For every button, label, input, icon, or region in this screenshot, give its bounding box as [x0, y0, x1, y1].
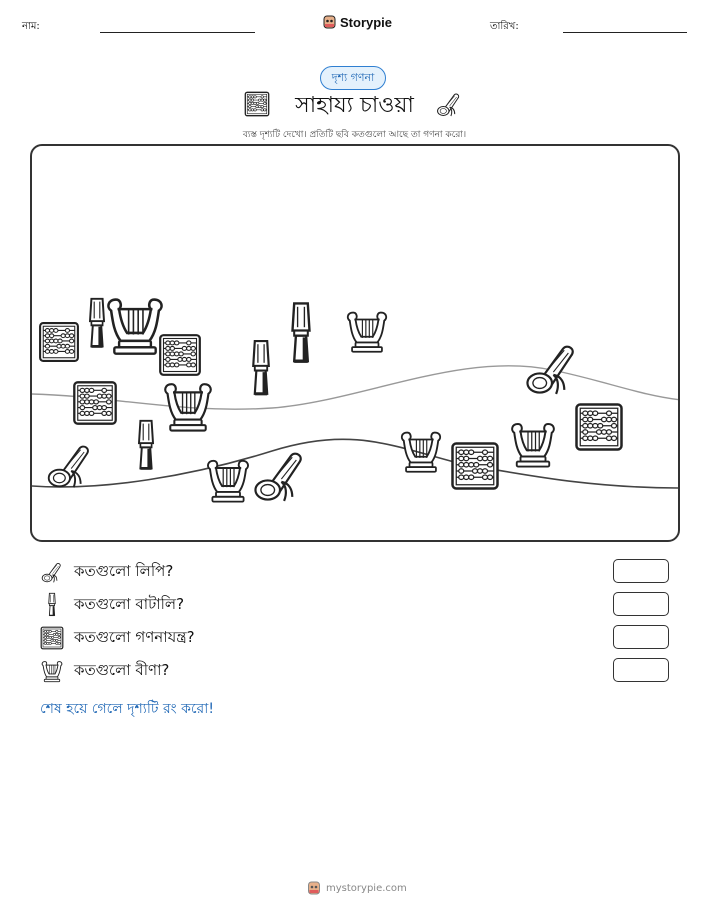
lyre-icon[interactable]: [204, 452, 252, 508]
question-text: কতগুলো বাটালি?: [74, 594, 185, 613]
abacus-icon[interactable]: [72, 376, 118, 430]
page-title: সাহায্য চাওয়া: [295, 93, 414, 118]
footer-url[interactable]: mystorypie.com: [326, 882, 407, 894]
question-row: [40, 625, 195, 651]
question-text: কতগুলো বীণা?: [74, 660, 170, 679]
chisel-icon: [40, 592, 64, 618]
chisel-icon[interactable]: [282, 300, 320, 368]
brand-logo: [323, 12, 392, 32]
question-row: [40, 658, 169, 684]
scroll-icon[interactable]: [250, 442, 310, 508]
lyre-icon: [40, 658, 64, 684]
abacus-icon: [40, 625, 64, 651]
footer: [307, 880, 407, 896]
lyre-icon[interactable]: [160, 376, 216, 436]
lyre-icon[interactable]: [508, 416, 558, 472]
name-line[interactable]: [100, 32, 255, 33]
chisel-icon[interactable]: [129, 418, 163, 474]
counting-scene[interactable]: [30, 144, 680, 542]
abacus-icon[interactable]: [450, 436, 500, 496]
storypie-mascot-icon: [323, 14, 336, 30]
question-row: [40, 592, 184, 618]
question-text: কতগুলো লিপি?: [74, 561, 174, 580]
abacus-icon[interactable]: [158, 328, 202, 382]
scroll-icon: [40, 559, 64, 585]
instructions: ব্যস্ত দৃশ্যটি দেখো। প্রতিটি ছবি কতগুলো আছে তা গণনা করো।: [242, 130, 467, 140]
scroll-icon[interactable]: [44, 436, 96, 494]
answer-box-lyre[interactable]: [613, 658, 669, 682]
coloring-note: শেষ হয়ে গেলে দৃশ্যটি রং করো!: [40, 701, 214, 717]
storypie-mascot-icon: [307, 880, 321, 896]
brand-name: Storypie: [340, 14, 393, 30]
abacus-icon[interactable]: [574, 396, 624, 458]
scroll-icon[interactable]: [522, 336, 582, 400]
answer-box-scroll[interactable]: [613, 559, 669, 583]
scroll-icon: [435, 90, 463, 118]
question-text: কতগুলো গণনাযন্ত্র?: [74, 627, 195, 646]
lyre-icon[interactable]: [398, 424, 444, 478]
abacus-icon[interactable]: [38, 316, 80, 368]
name-label: নাম:: [22, 21, 40, 32]
scene-count-badge: দৃশ্য গণনা: [320, 66, 386, 90]
date-line[interactable]: [563, 32, 687, 33]
question-row: [40, 559, 173, 585]
chisel-icon[interactable]: [242, 338, 280, 400]
date-label: তারিখ:: [490, 21, 519, 32]
answer-box-abacus[interactable]: [613, 625, 669, 649]
abacus-icon: [244, 90, 270, 118]
answer-box-chisel[interactable]: [613, 592, 669, 616]
lyre-icon[interactable]: [344, 302, 390, 360]
